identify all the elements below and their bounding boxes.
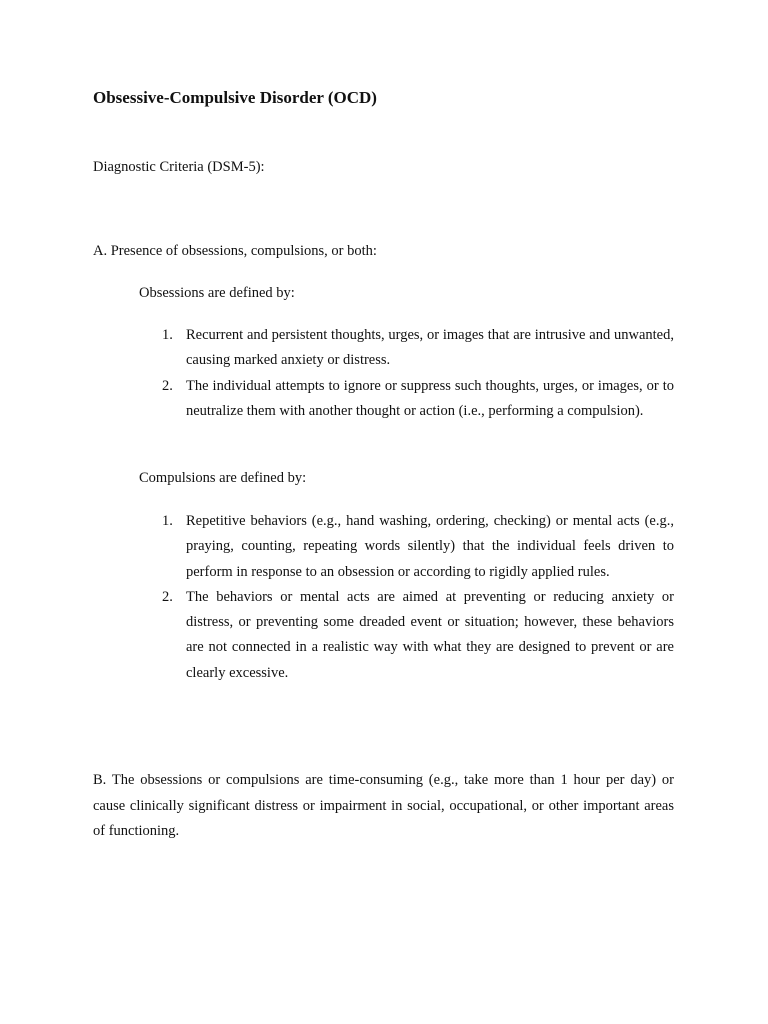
obsession-item-1 — [160, 323, 674, 374]
compulsion-item-1 — [160, 509, 674, 585]
document-title: Obsessive-Compulsive Disorder (OCD) — [93, 88, 377, 107]
list-item-text: Repetitive behaviors (e.g., hand washing, ordering, checking) or mental acts (e.g., praying, counting, repeating words silently) that the individual feels driven to perform in response to an obsession or according to rigidly applied rules. — [186, 513, 674, 580]
list-number: 2. — [162, 377, 173, 394]
list-item-text: The behaviors or mental acts are aimed at preventing or reducing anxiety or distress, or preventing some dreaded event or situation; however, these behaviors are not connected in a realistic way with what they are designed to prevent or are clearly excessive. — [186, 588, 674, 681]
list-item-text: The individual attempts to ignore or suppress such thoughts, urges, or images, or to neutralize them with another thought or action (i.e., performing a compulsion). — [186, 377, 674, 419]
compulsions-heading: Compulsions are defined by: — [139, 470, 307, 486]
compulsion-item-2 — [160, 585, 674, 686]
compulsions-list — [160, 509, 674, 686]
obsession-item-2 — [160, 374, 674, 425]
document-subtitle: Diagnostic Criteria (DSM-5): — [93, 159, 265, 175]
list-number: 1. — [162, 327, 173, 343]
obsessions-heading: Obsessions are defined by: — [139, 285, 295, 301]
list-number: 1. — [162, 513, 173, 529]
list-item-text: Recurrent and persistent thoughts, urges, or images that are intrusive and unwanted, causing marked anxiety or distress. — [186, 327, 674, 369]
list-number: 2. — [162, 588, 173, 605]
criterion-b-paragraph: B. The obsessions or compulsions are time-consuming (e.g., take more than 1 hour per day) or cause clinically significant distress or impairment in social, occupational, or other important areas of functioning. — [93, 772, 674, 839]
obsessions-list — [160, 323, 674, 424]
criterion-a-heading: A. Presence of obsessions, compulsions, or both: — [93, 243, 377, 259]
